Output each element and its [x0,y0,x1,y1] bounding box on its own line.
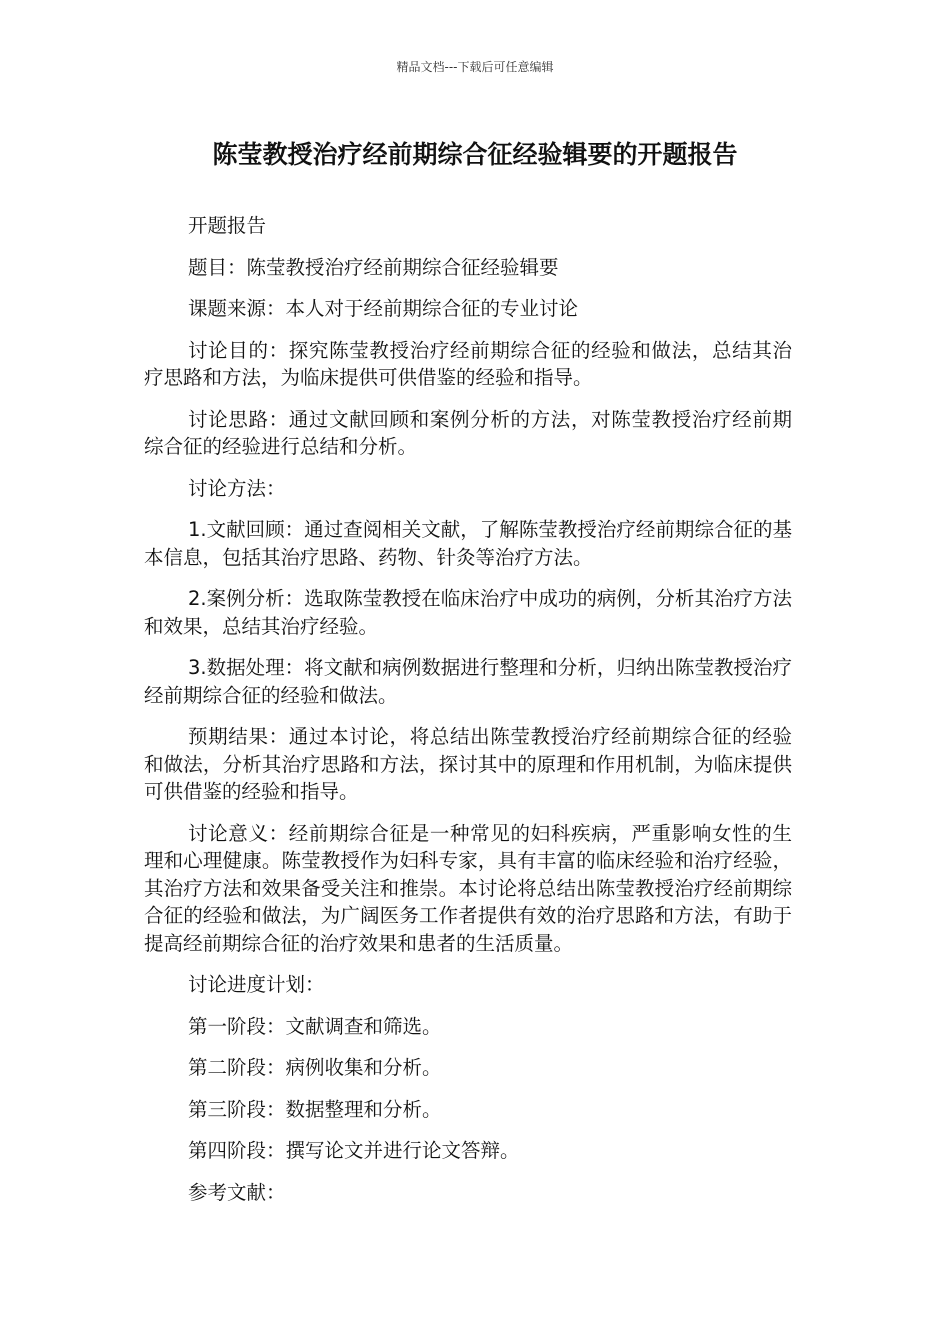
paragraph-report-label: 开题报告 [188,214,267,237]
paragraph-method-cases: 2.案例分析：选取陈莹教授在临床治疗中成功的病例，分析其治疗方法和效果，总结其治疗经验。 [144,587,792,638]
paragraph-source: 课题来源：本人对于经前期综合征的专业讨论 [188,297,579,320]
paragraph-schedule-heading: 讨论进度计划： [188,973,325,996]
paragraph-method-data: 3.数据处理：将文献和病例数据进行整理和分析，归纳出陈莹教授治疗经前期综合征的经验和做法。 [144,656,792,707]
paragraph-method-literature: 1.文献回顾：通过查阅相关文献，了解陈莹教授治疗经前期综合征的基本信息，包括其治疗思路、药物、针灸等治疗方法。 [144,518,792,569]
document-body [144,212,792,1220]
paragraph-stage-2: 第二阶段：病例收集和分析。 [188,1056,442,1079]
paragraph-stage-1: 第一阶段：文献调查和筛选。 [188,1014,442,1038]
paragraph-stage-3: 第三阶段：数据整理和分析。 [188,1097,442,1121]
document-title: 陈莹教授治疗经前期综合征经验辑要的开题报告 [212,140,738,169]
paragraph-topic: 题目：陈莹教授治疗经前期综合征经验辑要 [188,255,559,279]
paragraph-expected-results: 预期结果：通过本讨论，将总结出陈莹教授治疗经前期综合征的经验和做法，分析其治疗思路和方法，探讨其中的原理和作用机制，为临床提供可供借鉴的经验和指导。 [144,725,792,803]
paragraph-stage-4: 第四阶段：撰写论文并进行论文答辩。 [188,1139,520,1162]
paragraph-purpose: 讨论目的：探究陈莹教授治疗经前期综合征的经验和做法，总结其治疗思路和方法，为临床提供可供借鉴的经验和指导。 [144,338,792,389]
paragraph-references-heading: 参考文献： [188,1180,286,1204]
header-note: 精品文档---下载后可任意编辑 [396,60,554,74]
paragraph-approach: 讨论思路：通过文献回顾和案例分析的方法，对陈莹教授治疗经前期综合征的经验进行总结和分析。 [144,407,792,458]
paragraph-methods-heading: 讨论方法： [188,476,286,500]
paragraph-significance: 讨论意义：经前期综合征是一种常见的妇科疾病，严重影响女性的生理和心理健康。陈莹教授作为妇科专家，具有丰富的临床经验和治疗经验，其治疗方法和效果备受关注和推崇。本讨论将总结出陈莹教授治疗经前期综合征的经验和做法，为广阔医务工作者提供有效的治疗思路和方法，有助于提高经前期综合征的治疗效果和患者的生活质量。 [144,821,792,955]
